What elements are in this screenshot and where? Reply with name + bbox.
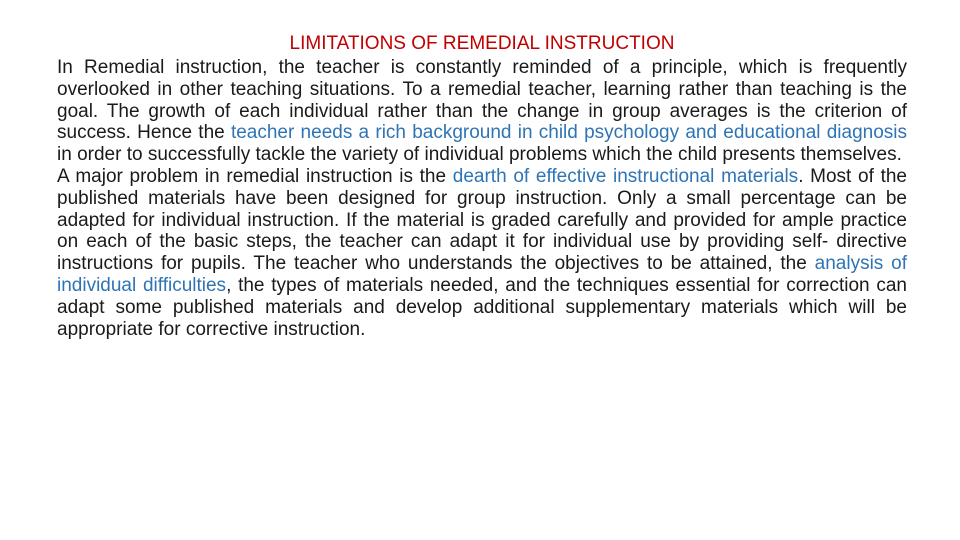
paragraph-1-text-a: In Remedial instruction, the teacher is constantly reminded of a principle, which is frequently overlooked in other teaching situations. To a remedial teacher, learning rather than teaching is the goal. The growth of each individual rather than the change in group averages is the criterion of success. Hence the bbox=[57, 57, 907, 144]
highlight-analysis-of-difficulties: analysis of individual difficulties bbox=[57, 253, 907, 296]
paragraph-remedial-principle bbox=[57, 57, 907, 166]
paragraph-2-text-a: A major problem in remedial instruction is the bbox=[57, 165, 453, 187]
paragraph-1-text-b: in order to successfully tackle the variety of individual problems which the child presents themselves. bbox=[57, 144, 902, 166]
paragraph-materials-problem bbox=[57, 166, 907, 340]
paragraph-2-text-b: . Most of the published materials have been designed for group instruction. Only a small percentage can be adapted for individual instruction. If the material is graded carefully and provided for ample practice on each of the basic steps, the teacher can adapt it for individual use by providing self- directive instructions for pupils. The teacher who understands the objectives to be attained, the bbox=[57, 165, 908, 275]
highlight-teacher-background: teacher needs a rich background in child psychology and educational diagnosis bbox=[230, 122, 907, 144]
slide-title: LIMITATIONS OF REMEDIAL INSTRUCTION bbox=[289, 33, 675, 54]
slide-content bbox=[57, 32, 907, 340]
paragraph-2-text-c: , the types of materials needed, and the techniques essential for correction can adapt some published materials and develop additional supplementary materials which will be appropriate for corrective instruction. bbox=[57, 274, 908, 340]
highlight-dearth-of-materials: dearth of effective instructional materials bbox=[452, 165, 799, 187]
